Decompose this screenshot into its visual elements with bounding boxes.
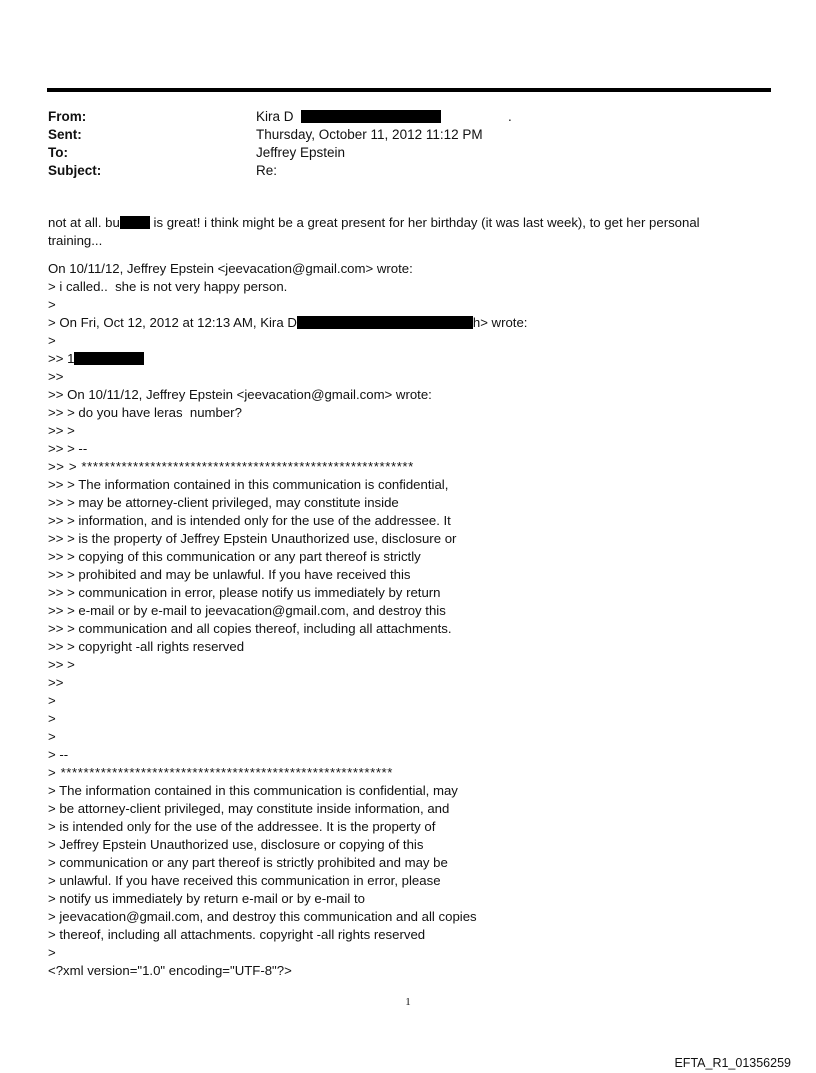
quote-line: > bbox=[48, 693, 56, 708]
to-value: Jeffrey Epstein bbox=[256, 145, 346, 160]
from-label: From: bbox=[48, 109, 87, 124]
quote-line: > communication or any part thereof is strictly prohibited and may be bbox=[48, 855, 448, 870]
quote-line: > bbox=[48, 711, 56, 726]
quote-line: > ********************************************************** bbox=[48, 765, 394, 780]
quote-line: > is intended only for the use of the addressee. It is the property of bbox=[48, 819, 436, 834]
redaction-box bbox=[120, 216, 150, 229]
quote-line: >> bbox=[48, 675, 64, 690]
quote-line: > bbox=[48, 297, 56, 312]
quote-line bbox=[48, 350, 768, 368]
redaction-box bbox=[74, 352, 144, 365]
intro-text-a: not at all. bu bbox=[48, 215, 120, 230]
quote-line: >> > bbox=[48, 423, 75, 438]
from-row bbox=[48, 108, 768, 126]
sent-label: Sent: bbox=[48, 127, 82, 142]
num-prefix: >> 1 bbox=[48, 351, 75, 366]
intro-text-b: is great! i think might be a great present for her birthday (it was last week), to get her personal training... bbox=[48, 215, 700, 248]
from-name: Kira D bbox=[256, 109, 294, 124]
quote-line: >> > may be attorney-client privileged, may constitute inside bbox=[48, 495, 399, 510]
quote-line bbox=[48, 314, 768, 332]
sent-row bbox=[48, 126, 768, 144]
sent-value: Thursday, October 11, 2012 11:12 PM bbox=[256, 127, 483, 142]
fri-text-b: h> wrote: bbox=[472, 315, 528, 330]
from-value bbox=[256, 108, 441, 126]
quote-line: > notify us immediately by return e-mail or by e-mail to bbox=[48, 891, 365, 906]
redaction-box bbox=[301, 110, 441, 123]
quote-line: >> > communication in error, please notify us immediately by return bbox=[48, 585, 441, 600]
email-header bbox=[48, 108, 768, 180]
quote-line: > bbox=[48, 333, 56, 348]
quote-line: > -- bbox=[48, 747, 69, 762]
intro-paragraph bbox=[48, 214, 738, 250]
to-label: To: bbox=[48, 145, 68, 160]
quote-line: >> > copying of this communication or any part thereof is strictly bbox=[48, 549, 421, 564]
redaction-box bbox=[297, 316, 473, 329]
document-id: EFTA_R1_01356259 bbox=[674, 1056, 791, 1070]
quote-line: >> > e-mail or by e-mail to jeevacation@gmail.com, and destroy this bbox=[48, 603, 446, 618]
quote-line: > i called.. she is not very happy person. bbox=[48, 279, 288, 294]
quote-line: >> > is the property of Jeffrey Epstein Unauthorized use, disclosure or bbox=[48, 531, 457, 546]
quote-line: >> > bbox=[48, 657, 75, 672]
quote-line: > jeevacation@gmail.com, and destroy this communication and all copies bbox=[48, 909, 477, 924]
subject-label: Subject: bbox=[48, 163, 102, 178]
quote-line: >> > -- bbox=[48, 441, 88, 456]
quote-line: >> On 10/11/12, Jeffrey Epstein <jeevacation@gmail.com> wrote: bbox=[48, 387, 432, 402]
quote-line: > unlawful. If you have received this communication in error, please bbox=[48, 873, 441, 888]
quote-line: <?xml version="1.0" encoding="UTF-8"?> bbox=[48, 963, 292, 978]
paragraph-gap bbox=[48, 250, 768, 260]
quote-line: >> > information, and is intended only for the use of the addressee. It bbox=[48, 513, 451, 528]
to-row bbox=[48, 144, 768, 162]
subject-value: Re: bbox=[256, 163, 278, 178]
quote-line: > bbox=[48, 729, 56, 744]
page-number: 1 bbox=[405, 996, 411, 1008]
quote-line: > bbox=[48, 945, 56, 960]
quote-line: > The information contained in this communication is confidential, may bbox=[48, 783, 458, 798]
quote-line: >> > The information contained in this communication is confidential, bbox=[48, 477, 449, 492]
quote-line: > thereof, including all attachments. copyright -all rights reserved bbox=[48, 927, 426, 942]
quote-line: On 10/11/12, Jeffrey Epstein <jeevacation@gmail.com> wrote: bbox=[48, 261, 413, 276]
quote-line: >> > do you have leras number? bbox=[48, 405, 242, 420]
quote-line: >> > prohibited and may be unlawful. If you have received this bbox=[48, 567, 411, 582]
quote-line: > be attorney-client privileged, may constitute inside information, and bbox=[48, 801, 450, 816]
email-body bbox=[48, 214, 768, 980]
trailing-dot: . bbox=[508, 109, 512, 124]
subject-row bbox=[48, 162, 768, 180]
quote-line: >> > communication and all copies thereof, including all attachments. bbox=[48, 621, 452, 636]
header-rule bbox=[47, 88, 771, 92]
quote-line: >> > ********************************************************** bbox=[48, 459, 414, 474]
fri-text-a: > On Fri, Oct 12, 2012 at 12:13 AM, Kira D bbox=[48, 315, 297, 330]
quoted-thread bbox=[48, 368, 768, 980]
quote-line: >> bbox=[48, 369, 64, 384]
quote-line: >> > copyright -all rights reserved bbox=[48, 639, 245, 654]
quote-line: > Jeffrey Epstein Unauthorized use, disclosure or copying of this bbox=[48, 837, 424, 852]
